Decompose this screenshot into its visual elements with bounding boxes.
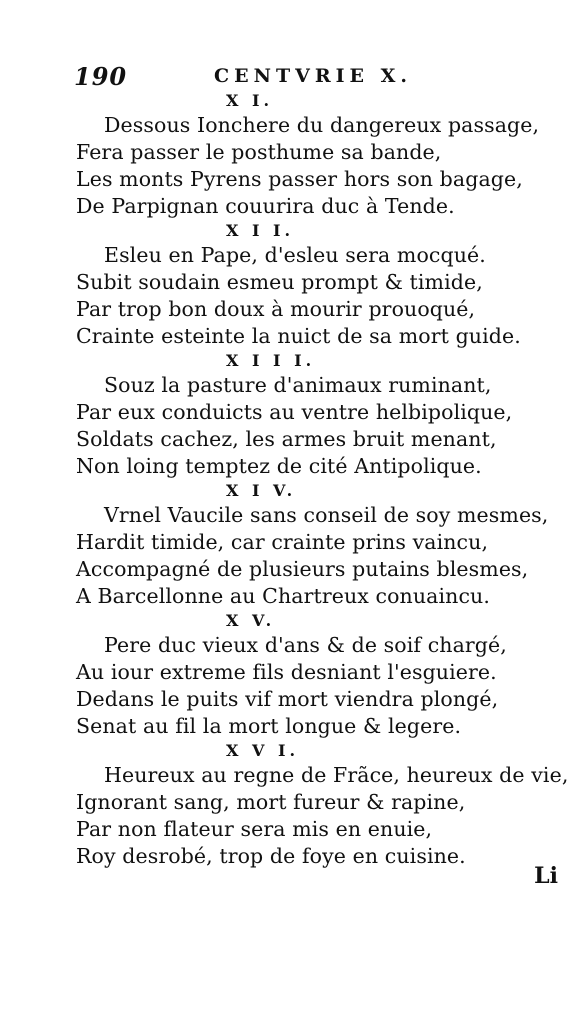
quatrain-number: X I I.	[226, 221, 295, 240]
verse-line: Hardit timide, car crainte prins vaincu,	[76, 530, 489, 554]
quatrain-list	[76, 90, 576, 870]
quatrain-11	[76, 90, 576, 220]
verse-line: Subit soudain esmeu prompt & timide,	[76, 270, 483, 294]
verse-line: Fera passer le posthume sa bande,	[76, 140, 442, 164]
century-title: CENTVRIE X.	[214, 65, 412, 87]
verse-line: Dedans le puits vif mort viendra plongé,	[76, 687, 499, 711]
verse-line: Senat au fil la mort longue & legere.	[76, 714, 462, 738]
quatrain-number: X I.	[226, 91, 274, 110]
quatrain-16	[76, 740, 576, 870]
verse-line: De Parpignan couurira duc à Tende.	[76, 194, 455, 218]
verse-line: Par non flateur sera mis en enuie,	[76, 817, 433, 841]
verse-line: Esleu en Pape, d'esleu sera mocqué.	[104, 243, 486, 267]
verse-line: Accompagné de plusieurs putains blesmes,	[76, 557, 529, 581]
verse-line: Par eux conduicts au ventre helbipolique,	[76, 400, 513, 424]
quatrain-13	[76, 350, 576, 480]
verse-line: Soldats cachez, les armes bruit menant,	[76, 427, 497, 451]
quatrain-14	[76, 480, 576, 610]
verse-line: Heureux au regne de Frãce, heureux de vie,	[104, 763, 569, 787]
verse-line: Crainte esteinte la nuict de sa mort guide.	[76, 324, 521, 348]
verse-line: Au iour extreme fils desniant l'esguiere.	[76, 660, 497, 684]
quatrain-number: X V I.	[226, 741, 300, 760]
quatrain-number: X V.	[226, 611, 276, 630]
quatrain-12	[76, 220, 576, 350]
page-number: 190	[74, 62, 128, 91]
quatrain-number: X I V.	[226, 481, 297, 500]
verse-line: A Barcellonne au Chartreux conuaincu.	[76, 584, 490, 608]
verse-line: Vrnel Vaucile sans conseil de soy mesmes,	[104, 503, 549, 527]
verse-line: Par trop bon doux à mourir prouoqué,	[76, 297, 476, 321]
verse-line: Les monts Pyrens passer hors son bagage,	[76, 167, 523, 191]
verse-line: Pere duc vieux d'ans & de soif chargé,	[104, 633, 507, 657]
quatrain-15	[76, 610, 576, 740]
verse-line: Ignorant sang, mort fureur & rapine,	[76, 790, 466, 814]
catchword: Li	[534, 863, 558, 889]
verse-line: Dessous Ionchere du dangereux passage,	[104, 113, 540, 137]
quatrain-number: X I I I.	[226, 351, 316, 370]
verse-line: Souz la pasture d'animaux ruminant,	[104, 373, 492, 397]
verse-line: Roy desrobé, trop de foye en cuisine.	[76, 844, 466, 868]
running-head	[74, 62, 514, 92]
verse-line: Non loing temptez de cité Antipolique.	[76, 454, 482, 478]
